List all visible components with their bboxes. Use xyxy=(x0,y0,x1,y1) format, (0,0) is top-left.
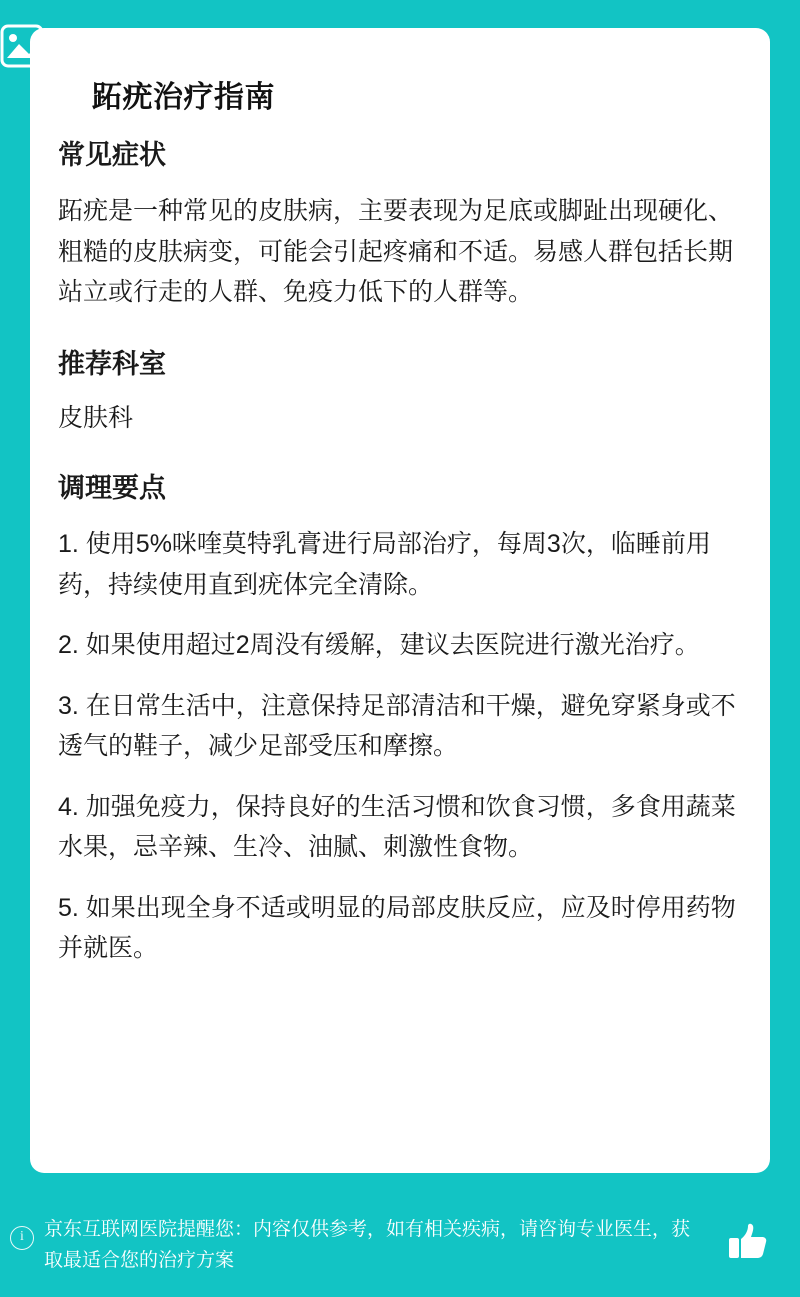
list-item: 3. 在日常生活中，注意保持足部清洁和干燥，避免穿紧身或不透气的鞋子，减少足部受压和摩擦。 xyxy=(58,691,736,761)
section-heading-symptoms: 常见症状 xyxy=(58,140,166,170)
section-heading-care: 调理要点 xyxy=(58,473,166,504)
symptoms-paragraph: 跖疣是一种常见的皮肤病，主要表现为足底或脚趾出现硬化、粗糙的皮肤病变，可能会引起疼痛和不适。易感人群包括长期站立或行走的人群、免疫力低下的人群等。 xyxy=(58,197,734,307)
page-title: 跖疣治疗指南 xyxy=(92,81,275,114)
info-icon: i xyxy=(10,1226,34,1250)
document-body xyxy=(58,138,742,969)
footer-bar xyxy=(0,1196,800,1297)
list-item: 2. 如果使用超过2周没有缓解，建议去医院进行激光治疗。 xyxy=(58,631,700,660)
thumbs-up-icon[interactable] xyxy=(726,1220,770,1264)
list-item: 5. 如果出现全身不适或明显的局部皮肤反应，应及时停用药物并就医。 xyxy=(58,893,736,963)
department-value: 皮肤科 xyxy=(58,403,134,432)
list-item: 1. 使用5%咪喹莫特乳膏进行局部治疗，每周3次，临睡前用药，持续使用直到疣体完全清除。 xyxy=(58,530,711,599)
section-heading-department: 推荐科室 xyxy=(58,348,166,379)
care-steps-list xyxy=(58,524,742,969)
content-card xyxy=(30,28,770,1173)
footer-disclaimer: 京东互联网医院提醒您：内容仅供参考，如有相关疾病，请咨询专业医生，获取最适合您的治疗方案 xyxy=(44,1219,691,1272)
list-item: 4. 加强免疫力，保持良好的生活习惯和饮食习惯，多食用蔬菜水果，忌辛辣、生冷、油腻、刺激性食物。 xyxy=(58,792,736,862)
